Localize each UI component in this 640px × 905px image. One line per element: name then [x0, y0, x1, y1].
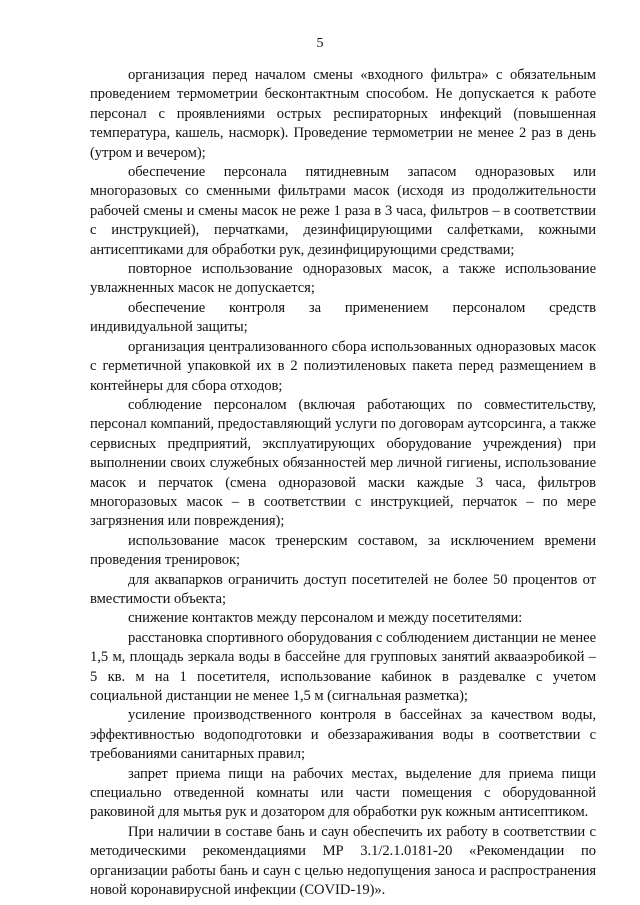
- document-body: [90, 66, 596, 900]
- paragraph-baths-saunas: При наличии в составе бань и саун обеспечить их работу в соответствии с методическими рекомендациями МР 3.1/2.1.0181-20 «Рекомендации по организации работы бань и саун с целью недопущения заноса и распространения новой коронавирусной инфекции (COVID-19)».: [90, 823, 596, 899]
- paragraph-mask-reuse: повторное использование одноразовых масок, а также использование увлажненных масок не допускается;: [90, 261, 596, 297]
- paragraph-contact-reduction: снижение контактов между персоналом и между посетителями:: [128, 610, 523, 627]
- paragraph-hygiene: соблюдение персоналом (включая работающих по совместительству, персонал компаний, предоставляющий услуги по договорам аутсорсинга, а также сервисных предприятий, эксплуатирующих оборудование учреждения) при выполнении своих служебных обязанностей мер личной гигиены, использование масок и перчаток (смена одноразовой маски каждые 3 часа, фильтров многоразовых масок – в соответствии с инструкцией, перчаток – по мере загрязнения или повреждения);: [90, 396, 596, 530]
- paragraph-ppe-control: обеспечение контроля за применением персоналом средств индивидуальной защиты;: [90, 299, 596, 336]
- paragraph-water-control: усиление производственного контроля в бассейнах за качеством воды, эффективностью водоподготовки и обеззараживания воды в соответствии с требованиями санитарных правил;: [90, 707, 596, 763]
- paragraph-mask-supply: обеспечение персонала пятидневным запасом одноразовых или многоразовых со сменными фильтрами масок (исходя из продолжительности рабочей смены и смены масок не реже 1 раза в 3 часа, фильтров – в соответствии с инструкцией), перчатками, дезинфицирующими салфетками, кожными антисептиками для обработки рук, дезинфицирующими средствами;: [90, 164, 596, 258]
- paragraph-aquapark-limit: для аквапарков ограничить доступ посетителей не более 50 процентов от вместимости объекта;: [90, 571, 596, 607]
- paragraph-trainers-masks: использование масок тренерским составом, за исключением времени проведения тренировок;: [90, 532, 596, 569]
- paragraph-mask-collection: организация централизованного сбора использованных одноразовых масок с герметичной упаковкой их в 2 полиэтиленовых пакета перед размещением в контейнеры для сбора отходов;: [90, 338, 596, 394]
- paragraph-eating-ban: запрет приема пищи на рабочих местах, выделение для приема пищи специально отведенной комнаты или части помещения с оборудованной раковиной для мытья рук и дозатором для обработки рук кожным антисептиком.: [90, 765, 596, 821]
- page-number: 5: [316, 36, 324, 51]
- paragraph-equipment-distance: расстановка спортивного оборудования с соблюдением дистанции не менее 1,5 м, площадь зеркала воды в бассейне для групповых занятий аквааэробикой – 5 кв. м на 1 посетителя, использование кабинок в раздевалке с учетом социальной дистанции не менее 1,5 м (сигнальная разметка);: [90, 629, 596, 704]
- paragraph-entry-filter: организация перед началом смены «входного фильтра» с обязательным проведением термометрии бесконтактным способом. Не допускается к работе персонал с проявлениями острых респираторных инфекций (повышенная температура, кашель, насморк). Проведение термометрии не менее 2 раз в день (утром и вечером);: [90, 67, 596, 161]
